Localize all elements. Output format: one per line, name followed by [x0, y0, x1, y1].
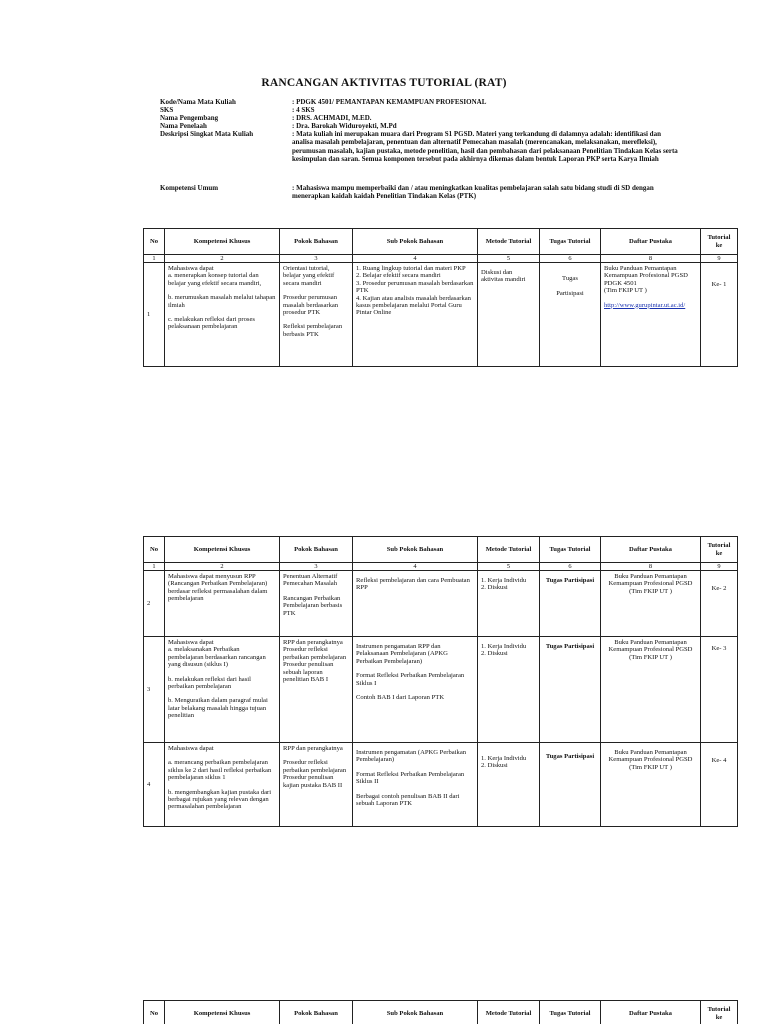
cell-text: Mahasiswa dapat — [168, 265, 214, 272]
info-row-penelaah — [160, 122, 680, 130]
col-number: 6 — [540, 255, 601, 263]
cell-text: Prosedur penulisan sebuah laporan penelitian BAB I — [283, 661, 334, 684]
info-row-kompetensi — [160, 184, 680, 200]
cell-text: 1. Kerja Individu — [481, 577, 527, 584]
kode-value: : PDGK 4501/ PEMANTAPAN KEMAMPUAN PROFESIONAL — [292, 98, 487, 106]
cell-text: Buku Panduan Pemantapan Kemampuan Profesional PGSD (Tim FKIP UT ) — [608, 573, 693, 595]
header-row — [144, 1001, 738, 1024]
cell-text: 2. Diskusi — [481, 584, 508, 592]
cell-text: 2. Diskusi — [481, 650, 508, 658]
cell-text: 1. Ruang lingkup tutorial dan materi PKP — [356, 265, 466, 272]
table-row — [144, 571, 738, 637]
col-header-no: No — [144, 1001, 165, 1024]
pokok-cell — [280, 571, 353, 637]
cell-text: Ke- 2 — [711, 585, 727, 592]
kompetensi-umum-label: Kompetensi Umum — [160, 184, 219, 192]
info-row-kode — [160, 98, 680, 106]
cell-text: Contoh BAB I dari Laporan PTK — [356, 694, 445, 702]
cell-text: Format Refleksi Perbaikan Pembelajaran Siklus I — [356, 672, 465, 687]
cell-text: b. Menguraikan dalam paragraf mulai latar belakang masalah hingga tujuan penelitian — [168, 697, 268, 720]
sks-value: : 4 SKS — [292, 106, 315, 115]
cell-text: Format Refleksi Perbaikan Pembelajaran Siklus II — [356, 770, 465, 786]
cell-text: Prosedur refleksi perbaikan pembelajaran — [283, 759, 347, 774]
cell-text: Buku Panduan Pemantapan Kemampuan Profesional PGSD PDGK 4501 — [604, 265, 688, 287]
col-header-no: No — [144, 229, 165, 255]
col-header-sub: Sub Pokok Bahasan — [353, 1001, 478, 1024]
col-header-tugas: Tugas Tutorial — [540, 1001, 601, 1024]
col-header-pustaka: Daftar Pustaka — [601, 537, 701, 563]
col-number: 4 — [353, 563, 478, 571]
cell-text: 1. Kerja Individu — [481, 755, 527, 762]
cell-text: c. melakukan refleksi dari proses pelaksanaan pembelajaran — [168, 316, 255, 331]
pengembang-value: : DRS. ACHMADI, M.ED. — [292, 114, 372, 123]
col-number: 3 — [280, 563, 353, 571]
kompetensi-cell — [165, 743, 280, 827]
cell-text: RPP dan perangkatnya — [283, 639, 343, 646]
cell-text: 4. Kajian atau analisis masalah berdasarkan kasus pembelajaran melalui Portal Guru Pintar Online — [356, 294, 471, 317]
kompetensi-cell — [165, 263, 280, 367]
col-header-metode: Metode Tutorial — [478, 537, 540, 563]
col-header-pokok: Pokok Bahasan — [280, 229, 353, 255]
tugas-cell — [540, 743, 601, 827]
col-header-kompetensi: Kompetensi Khusus — [165, 229, 280, 255]
sub-pokok-cell — [353, 637, 478, 743]
col-number: 9 — [701, 255, 738, 263]
col-header-pokok: Pokok Bahasan — [280, 537, 353, 563]
tutorial-ke-cell — [701, 263, 738, 367]
tugas-cell — [540, 637, 601, 743]
col-header-metode: Metode Tutorial — [478, 1001, 540, 1024]
rat-table-3 — [143, 1000, 738, 1024]
cell-text: Prosedur perumusan masalah berdasarkan prosedur PTK — [283, 294, 339, 317]
col-header-pokok: Pokok Bahasan — [280, 1001, 353, 1024]
cell-text: Tugas Partisipasi — [545, 577, 595, 584]
cell-text: Refleksi pembelajaran dan cara Pembuatan RPP — [356, 577, 470, 592]
cell-text: Penentuan Alternatif Pemecahan Masalah — [283, 573, 338, 588]
pokok-cell — [280, 637, 353, 743]
cell-text: b. melakukan refleksi dari hasil perbaikan pembelajaran — [168, 675, 251, 691]
cell-text: b. merumuskan masalah melalui tahapan ilmiah — [168, 294, 276, 309]
col-header-tutorial: Tutorial ke — [701, 229, 738, 255]
cell-text: 2. Diskusi — [481, 762, 508, 770]
cell-text: Mahasiswa dapat — [168, 639, 214, 646]
cell-text: RPP dan perangkatnya — [283, 745, 343, 752]
col-header-kompetensi: Kompetensi Khusus — [165, 537, 280, 563]
cell-text: Rancangan Perbaikan Pembelajaran berbasis PTK — [283, 594, 343, 617]
column-number-row — [144, 563, 738, 571]
col-header-sub: Sub Pokok Bahasan — [353, 537, 478, 563]
pustaka-cell — [601, 263, 701, 367]
tugas-cell — [540, 263, 601, 367]
cell-text: (Tim FKIP UT ) — [604, 287, 647, 295]
cell-text: Prosedur penulisan kajian pustaka BAB II — [283, 774, 343, 789]
col-number: 5 — [478, 563, 540, 571]
metode-cell — [478, 571, 540, 637]
col-number: 5 — [478, 255, 540, 263]
kompetensi-umum-block — [160, 184, 680, 200]
course-info — [160, 98, 680, 163]
cell-text: Buku Panduan Pemantapan Kemampuan Profesional PGSD (Tim FKIP UT ) — [608, 639, 693, 661]
pokok-cell — [280, 743, 353, 827]
rat-table-2 — [143, 536, 738, 827]
cell-text: Buku Panduan Pemantapan Kemampuan Profesional PGSD (Tim FKIP UT ) — [608, 749, 693, 771]
cell-text: a. merancang perbaikan pembelajaran siklus ke 2 dari hasil refleksi perbaikan pembelajaran siklus 1 — [168, 759, 272, 782]
sub-pokok-cell — [353, 571, 478, 637]
sub-pokok-cell — [353, 263, 478, 367]
col-number: 3 — [280, 255, 353, 263]
table-row — [144, 637, 738, 743]
cell-text: Prosedur refleksi perbaikan pembelajaran — [283, 646, 347, 661]
col-header-sub: Sub Pokok Bahasan — [353, 229, 478, 255]
cell-text: Tugas Partisipasi — [545, 753, 595, 760]
cell-text: Partisipasi — [556, 290, 584, 298]
deskripsi-label: Deskripsi Singkat Mata Kuliah — [160, 130, 254, 139]
kompetensi-umum-value: : Mahasiswa mampu memperbaiki dan / atau meningkatkan kualitas pembelajaran salah satu bidang studi di SD dengan menerapkan kaidah kaidah Penelitian Tindakan Kelas (PTK) — [292, 184, 654, 201]
row-number: 4 — [144, 743, 165, 827]
col-number: 9 — [701, 563, 738, 571]
pokok-cell — [280, 263, 353, 367]
penelaah-value: : Dra. Barokah Widuroyekti, M.Pd — [292, 122, 397, 131]
pengembang-label: Nama Pengembang — [160, 114, 219, 123]
column-number-row — [144, 255, 738, 263]
cell-text: b. mengembangkan kajian pustaka dari berbagai rujukan yang relevan dengan permasalahan pembelajaran — [168, 788, 272, 811]
sks-label: SKS — [160, 106, 174, 115]
pustaka-cell — [601, 743, 701, 827]
info-row-deskripsi — [160, 130, 680, 162]
col-header-tutorial: Tutorial ke — [701, 1001, 738, 1024]
cell-text: Diskusi dan aktivitas mandiri — [481, 269, 526, 284]
rat-table-1 — [143, 228, 738, 367]
cell-text: 3. Prosedur perumusan masalah berdasarkan PTK — [356, 279, 474, 295]
col-header-no: No — [144, 537, 165, 563]
cell-text: Instrumen pengamatan (APKG Perbaikan Pembelajaran) — [356, 749, 467, 764]
col-header-pustaka: Daftar Pustaka — [601, 229, 701, 255]
tutorial-ke-cell — [701, 743, 738, 827]
pustaka-cell — [601, 637, 701, 743]
cell-text: Mahasiswa dapat — [168, 745, 214, 752]
kode-label: Kode/Nama Mata Kuliah — [160, 98, 236, 106]
cell-text: a. menerapkan konsep tutorial dan belajar yang efektif secara mandiri, — [168, 272, 262, 287]
cell-text: Orientasi tutorial, belajar yang efektif secara mandiri — [283, 265, 335, 287]
cell-text: 2. Belajar efektif secara mandiri — [356, 272, 441, 280]
metode-cell — [478, 743, 540, 827]
pustaka-cell — [601, 571, 701, 637]
document-title: RANCANGAN AKTIVITAS TUTORIAL (RAT) — [261, 77, 507, 89]
row-number: 2 — [144, 571, 165, 637]
col-header-kompetensi: Kompetensi Khusus — [165, 1001, 280, 1024]
pustaka-link[interactable]: http://www.gurupintar.ut.ac.id/ — [604, 301, 686, 309]
tutorial-ke-cell — [701, 571, 738, 637]
deskripsi-value: : Mata kuliah ini merupakan muara dari Program S1 PGSD. Materi yang terkandung di dalamnya adalah: identifikasi dan analisa masalah pembelajaran, penentuan dan alternatif Pemecahan masalah (merencanakan, melaksanakan, merefleksi), perumusan masalah, kajian pustaka, metode penelitian, hasil dan pembahasan dari pelaksanaan Penelitian Tindakan Kelas serta kesimpulan dan saran. Semua komponen tersebut pada akhirnya dikemas dalam bentuk Laporan PKP serta Karya Ilmiah — [292, 130, 678, 163]
cell-text: Ke- 1 — [711, 281, 727, 288]
header-row — [144, 537, 738, 563]
cell-text: Mahasiswa dapat menyusun RPP (Rancangan Perbaikan Pembelajaran) berdasar refleksi permasalahan dalam pembelajaran — [168, 573, 268, 603]
tutorial-ke-cell — [701, 637, 738, 743]
kompetensi-cell — [165, 571, 280, 637]
cell-text: Ke- 4 — [711, 757, 727, 764]
tugas-cell — [540, 571, 601, 637]
metode-cell — [478, 637, 540, 743]
cell-text: Tugas — [562, 275, 578, 282]
col-header-metode: Metode Tutorial — [478, 229, 540, 255]
cell-text: Berbagai contoh penulisan BAB II dari sebuah Laporan PTK — [356, 792, 460, 808]
col-number: 8 — [601, 255, 701, 263]
cell-text: Refleksi pembelajaran berbasis PTK — [283, 323, 343, 338]
penelaah-label: Nama Penelaah — [160, 122, 207, 131]
cell-text: Instrumen pengamatan RPP dan Pelaksanaan Pembelajaran (APKG Perbaikan Pembelajaran) — [356, 643, 448, 665]
header-row — [144, 229, 738, 255]
col-number: 2 — [165, 563, 280, 571]
col-number: 6 — [540, 563, 601, 571]
col-header-pustaka: Daftar Pustaka — [601, 1001, 701, 1024]
info-row-pengembang — [160, 114, 680, 122]
cell-text: Ke- 3 — [711, 645, 727, 652]
info-row-sks — [160, 106, 680, 114]
col-number: 2 — [165, 255, 280, 263]
kompetensi-cell — [165, 637, 280, 743]
col-number: 1 — [144, 563, 165, 571]
col-number: 4 — [353, 255, 478, 263]
row-number: 1 — [144, 263, 165, 367]
table-row — [144, 263, 738, 367]
cell-text: a. melaksanakan Perbaikan pembelajaran berdasarkan rancangan yang disusun (siklus I) — [168, 646, 266, 669]
col-number: 1 — [144, 255, 165, 263]
cell-text: Tugas Partisipasi — [545, 643, 595, 650]
row-number: 3 — [144, 637, 165, 743]
col-header-tugas: Tugas Tutorial — [540, 229, 601, 255]
sub-pokok-cell — [353, 743, 478, 827]
metode-cell — [478, 263, 540, 367]
cell-text: 1. Kerja Individu — [481, 643, 527, 650]
col-number: 8 — [601, 563, 701, 571]
table-row — [144, 743, 738, 827]
col-header-tutorial: Tutorial ke — [701, 537, 738, 563]
col-header-tugas: Tugas Tutorial — [540, 537, 601, 563]
